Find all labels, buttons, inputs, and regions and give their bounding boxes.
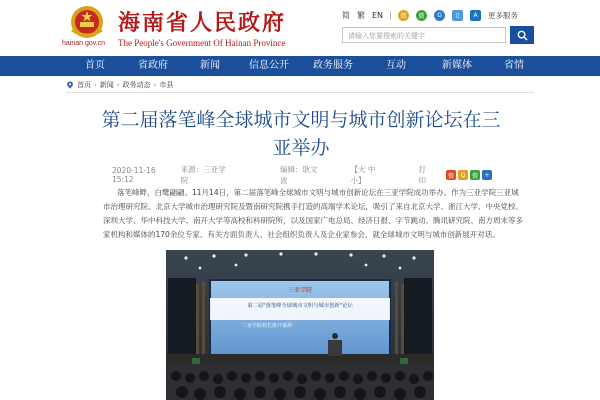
breadcrumb-news[interactable]: 新闻 (99, 81, 114, 89)
lang-english-link[interactable]: EN (372, 11, 384, 20)
nav-item-province-info[interactable]: 省情 (504, 60, 524, 71)
font-size-control[interactable]: 【大 中 小】 (350, 165, 376, 185)
search-icon (517, 30, 528, 41)
chevron-right-icon: › (116, 81, 120, 89)
breadcrumb-home[interactable]: 首页 (77, 81, 91, 89)
nav-item-home[interactable]: 首页 (85, 60, 105, 71)
main-nav (0, 56, 600, 76)
more-services-link[interactable]: 更多服务 (488, 11, 519, 20)
site-url: hainan.gov.cn (62, 40, 106, 47)
gd-icon[interactable]: G (434, 10, 445, 21)
breadcrumb (66, 80, 173, 90)
article-photo (166, 250, 434, 400)
svg-text:三亚学院校长致开幕辞: 三亚学院校长致开幕辞 (242, 323, 293, 329)
breadcrumb-gov-dynamics[interactable]: 政务动态 (122, 81, 151, 89)
article-body: 落笔峰畔，白鹭翩翩。11月14日，第二届落笔峰全球城市文明与城市创新论坛在三亚学院成功举办。作为三亚学院三亚城市治理研究院、北京大学城市治理研究院及暨南研究院携手打造的高端学术论坛，吸引了来自北京大学、浙江大学、中央党校、深圳大学、华中科技大学、南开大学等高校和科研院所，以及国家广电总局、经济日报、字节跳动、腾讯研究院、南方周末等多家机构和媒体的170余位专家、有关方面负责人、社会组织负责人及企业家参会，就全球城市文明与城市创新展开对话。 (103, 188, 523, 239)
article-editor: 编辑：耿文波 (280, 165, 318, 185)
chevron-right-icon: › (153, 81, 157, 89)
share-qzone-icon[interactable]: Q (458, 170, 468, 180)
nav-item-government[interactable]: 省政府 (138, 60, 168, 71)
mobile-icon[interactable]: ▯ (452, 10, 463, 21)
wechat-icon[interactable]: 微 (416, 10, 427, 21)
article-meta (112, 164, 492, 186)
nav-item-news[interactable]: 新闻 (200, 60, 220, 71)
nav-item-info-disclosure[interactable]: 信息公开 (249, 60, 289, 71)
nav-item-services[interactable]: 政务服务 (313, 60, 353, 71)
forum-stage-image (166, 250, 434, 400)
svg-text:三亚学院: 三亚学院 (287, 287, 313, 294)
national-emblem-icon[interactable] (66, 4, 108, 40)
lang-simplified-link[interactable]: 简 (342, 11, 350, 20)
share-buttons (446, 170, 492, 180)
app-icon[interactable]: A (470, 10, 481, 21)
search-button[interactable] (510, 26, 534, 44)
site-subtitle: The People's Government Of Hainan Province (118, 38, 286, 48)
breadcrumb-city-county[interactable]: 市县 (159, 81, 174, 89)
share-wechat-icon[interactable]: 微 (470, 170, 480, 180)
article-source: 来源：三亚学院 (180, 165, 226, 185)
site-header (0, 0, 600, 56)
article-title: 第二届落笔峰全球城市文明与城市创新论坛在三亚举办 (101, 109, 501, 159)
print-link[interactable]: 打印 (418, 165, 427, 185)
nav-item-interaction[interactable]: 互动 (386, 60, 406, 71)
weibo-icon[interactable]: 微 (398, 10, 409, 21)
nav-item-new-media[interactable]: 新媒体 (442, 60, 472, 71)
divider (66, 92, 534, 93)
share-more-icon[interactable]: + (482, 170, 492, 180)
divider (390, 11, 391, 20)
chevron-right-icon: › (94, 81, 97, 89)
share-weibo-icon[interactable]: 微 (446, 170, 456, 180)
svg-text:第二届"落笔峰全球城市文明与城市创新"论坛: 第二届"落笔峰全球城市文明与城市创新"论坛 (247, 303, 353, 309)
lang-traditional-link[interactable]: 繁 (357, 11, 365, 20)
publish-date: 2020-11-16 15:12 (112, 166, 156, 184)
location-icon (66, 81, 74, 89)
language-links (342, 10, 518, 21)
search-input[interactable]: 请输入您要搜索的关键字 (342, 27, 506, 43)
site-title[interactable]: 海南省人民政府 (118, 10, 287, 36)
